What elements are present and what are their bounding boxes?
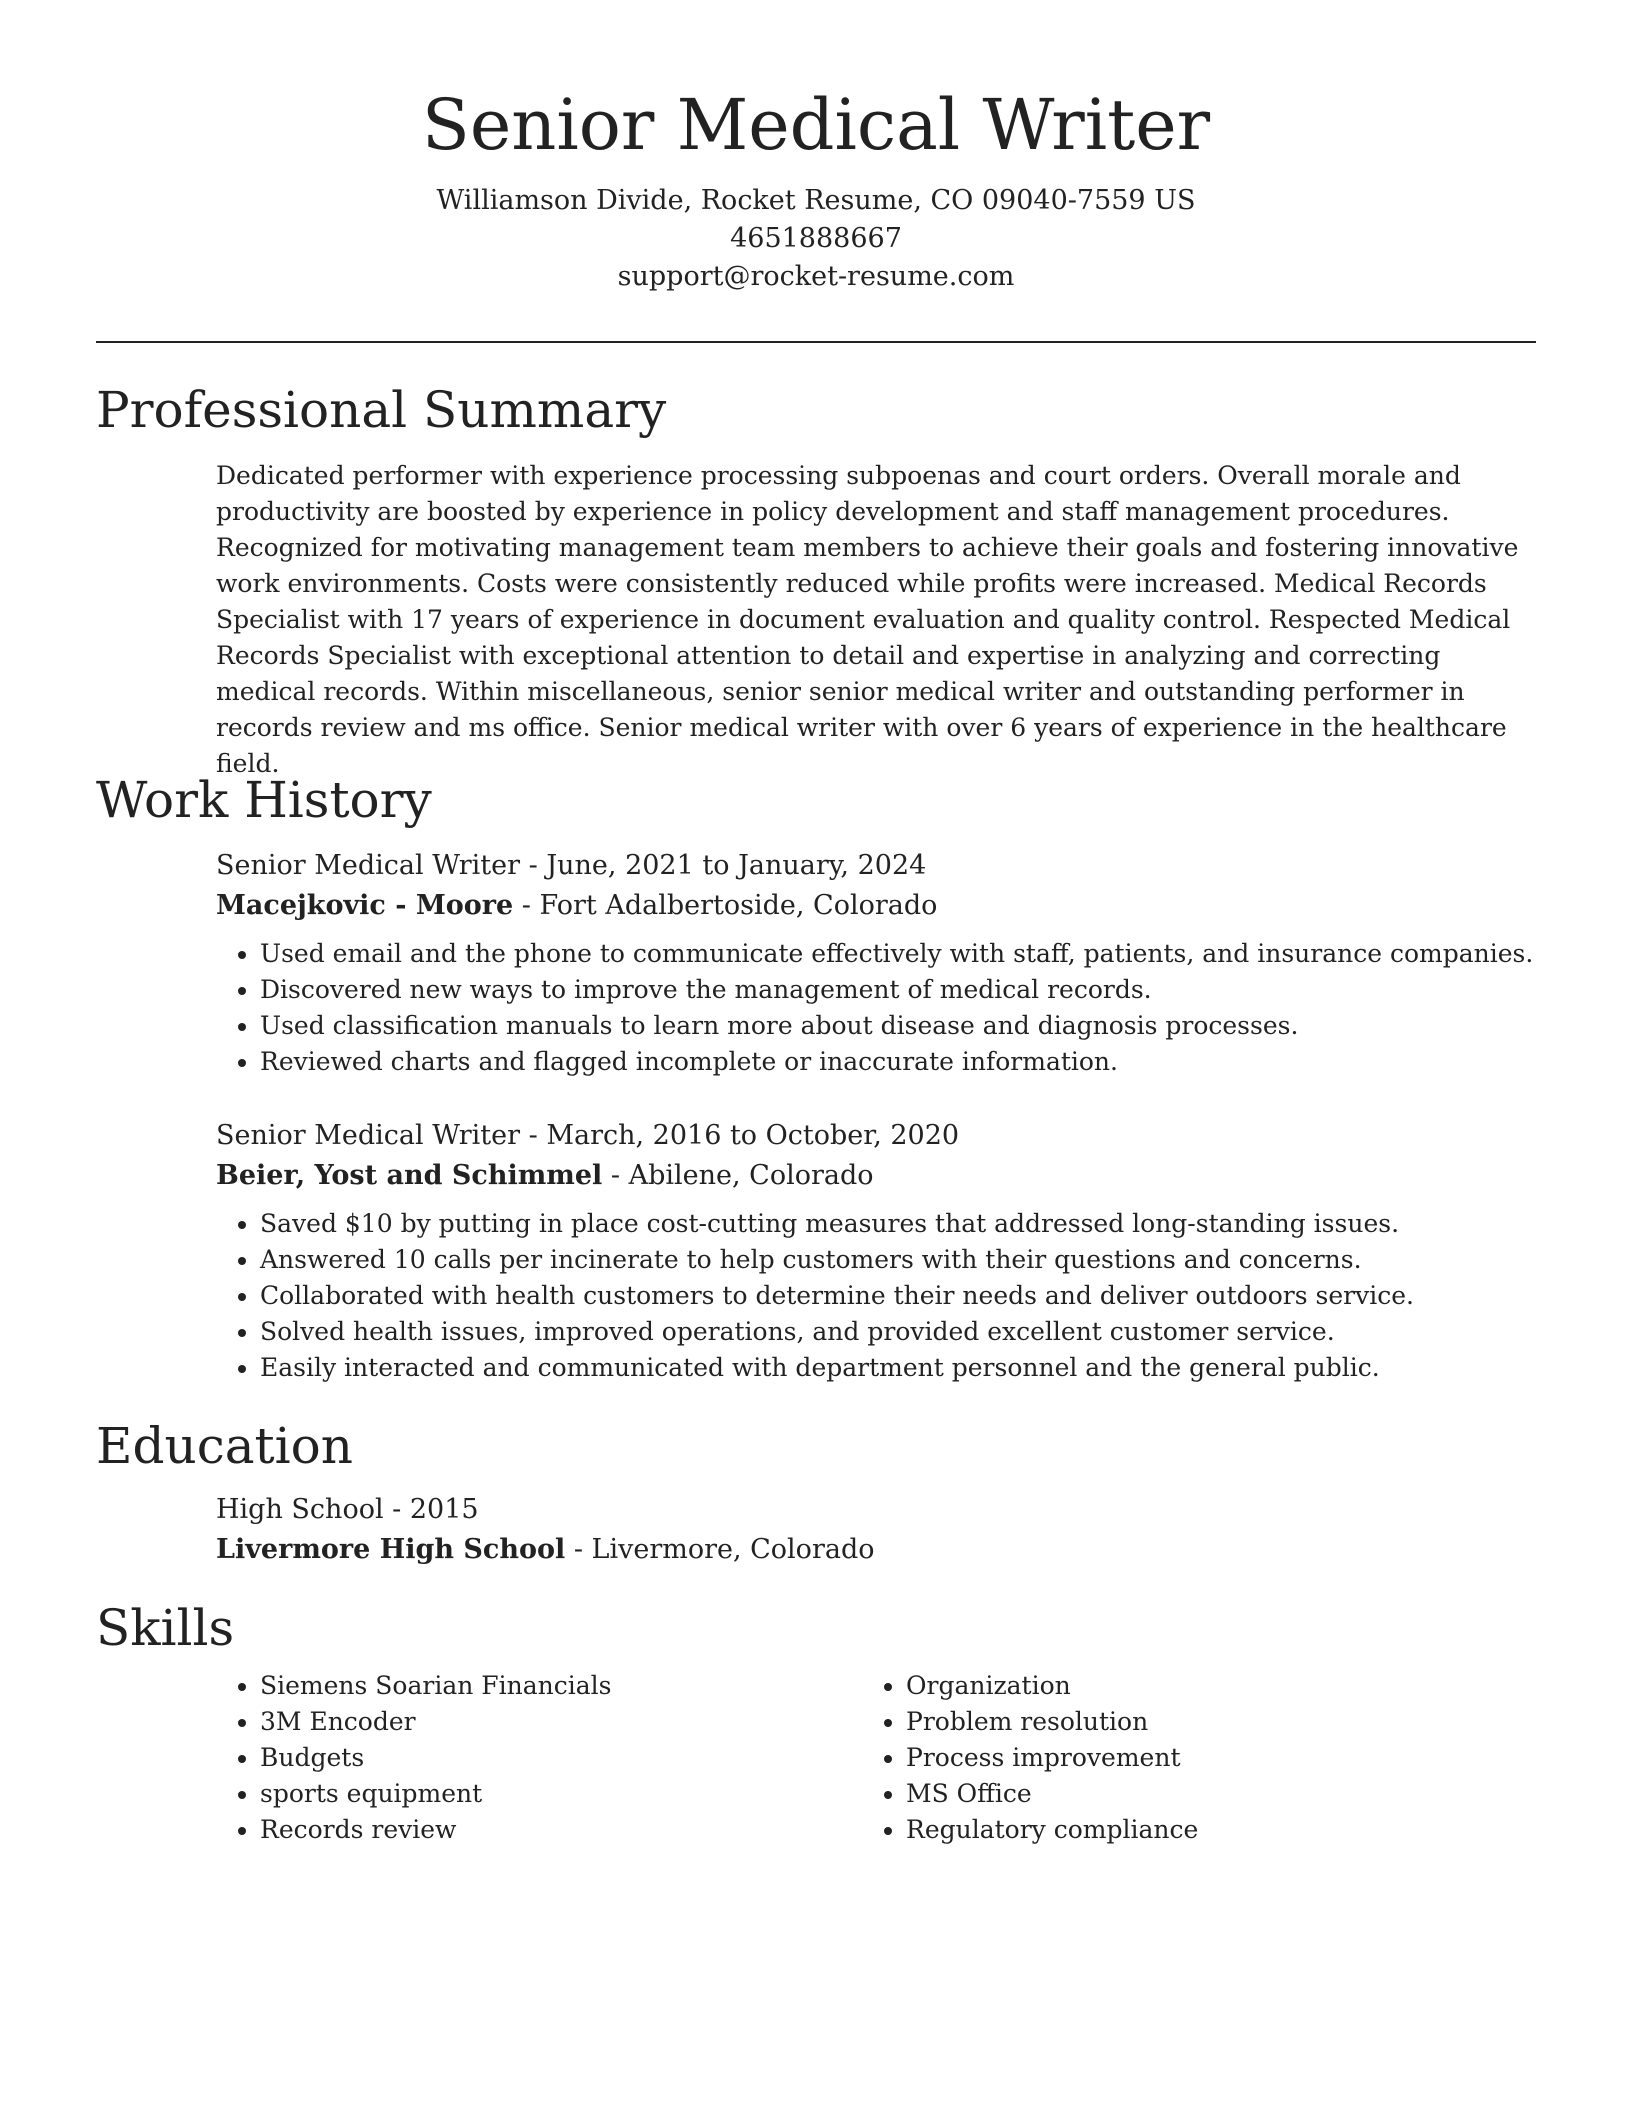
job-title-line xyxy=(216,846,1536,886)
job-company-line xyxy=(216,886,1536,926)
job-position: Senior Medical Writer xyxy=(216,850,521,881)
education-location: - Livermore, Colorado xyxy=(565,1534,875,1565)
skills-list-right xyxy=(862,1668,1462,1848)
skill-item: • sports equipment xyxy=(260,1776,816,1812)
skill-item: • Organization xyxy=(906,1668,1462,1704)
job-bullet: • Reviewed charts and flagged incomplete or inaccurate information. xyxy=(260,1044,1536,1080)
section-title-work: Work History xyxy=(96,771,432,829)
contact-phone: 4651888667 xyxy=(730,223,902,254)
section-title-education: Education xyxy=(96,1417,353,1475)
job-bullet: • Used email and the phone to communicate effectively with staff, patients, and insurance companies. xyxy=(260,936,1536,972)
job-bullet: • Easily interacted and communicated with department personnel and the general public. xyxy=(260,1350,1536,1386)
job-bullet: • Saved $10 by putting in place cost-cutting measures that addressed long-standing issues. xyxy=(260,1206,1536,1242)
job-position: Senior Medical Writer xyxy=(216,1120,521,1151)
section-title-skills: Skills xyxy=(96,1599,235,1657)
job-bullet: • Answered 10 calls per incinerate to help customers with their questions and concerns. xyxy=(260,1242,1536,1278)
job-bullet: • Solved health issues, improved operations, and provided excellent customer service. xyxy=(260,1314,1536,1350)
skill-item: • MS Office xyxy=(906,1776,1462,1812)
contact-email: support@rocket-resume.com xyxy=(617,261,1015,292)
resume-header xyxy=(0,0,1632,296)
contact-block xyxy=(0,182,1632,296)
skills-list-left xyxy=(216,1668,816,1848)
contact-address: Williamson Divide, Rocket Resume, CO 09040-7559 US xyxy=(436,185,1196,216)
skill-item: • Regulatory compliance xyxy=(906,1812,1462,1848)
skills-column-left xyxy=(216,1668,816,1848)
education-year: - 2015 xyxy=(383,1494,479,1525)
job-bullets xyxy=(216,936,1536,1080)
section-title-summary: Professional Summary xyxy=(96,381,667,439)
skill-item: • Budgets xyxy=(260,1740,816,1776)
job-bullet: • Collaborated with health customers to determine their needs and deliver outdoors service. xyxy=(260,1278,1536,1314)
job-bullet: • Discovered new ways to improve the management of medical records. xyxy=(260,972,1536,1008)
summary-text: Dedicated performer with experience processing subpoenas and court orders. Overall morale and productivity are boosted by experience in policy development and staff management procedures. Recognized for motivating management team members to achieve their goals and fostering innovative work environments. Costs were consistently reduced while profits were increased. Medical Records Specialist with 17 years of experience in document evaluation and quality control. Respected Medical Records Specialist with exceptional attention to detail and expertise in analyzing and correcting medical records. Within miscellaneous, senior senior medical writer and outstanding performer in records review and ms office. Senior medical writer with over 6 years of experience in the healthcare field. xyxy=(216,461,1519,778)
education-school-line xyxy=(216,1530,1536,1570)
education-entry xyxy=(216,1490,1536,1570)
job-entry xyxy=(216,1116,1536,1386)
job-company: Macejkovic - Moore xyxy=(216,890,514,921)
resume-name: Senior Medical Writer xyxy=(421,84,1211,166)
skill-item: • Records review xyxy=(260,1812,816,1848)
job-entry xyxy=(216,846,1536,1080)
education-school: Livermore High School xyxy=(216,1534,566,1565)
job-dates: - June, 2021 to January, 2024 xyxy=(520,850,927,881)
job-dates: - March, 2016 to October, 2020 xyxy=(520,1120,960,1151)
education-degree-line xyxy=(216,1490,1536,1530)
job-bullets xyxy=(216,1206,1536,1386)
skills-column-right xyxy=(862,1668,1462,1848)
education-degree: High School xyxy=(216,1494,384,1525)
skill-item: • 3M Encoder xyxy=(260,1704,816,1740)
job-bullet: • Used classification manuals to learn more about disease and diagnosis processes. xyxy=(260,1008,1536,1044)
job-title-line xyxy=(216,1116,1536,1156)
skill-item: • Siemens Soarian Financials xyxy=(260,1668,816,1704)
job-location: - Fort Adalbertoside, Colorado xyxy=(513,890,938,921)
job-location: - Abilene, Colorado xyxy=(602,1160,874,1191)
job-company-line xyxy=(216,1156,1536,1196)
job-company: Beier, Yost and Schimmel xyxy=(216,1160,603,1191)
skill-item: • Problem resolution xyxy=(906,1704,1462,1740)
skill-item: • Process improvement xyxy=(906,1740,1462,1776)
header-divider xyxy=(96,341,1536,343)
